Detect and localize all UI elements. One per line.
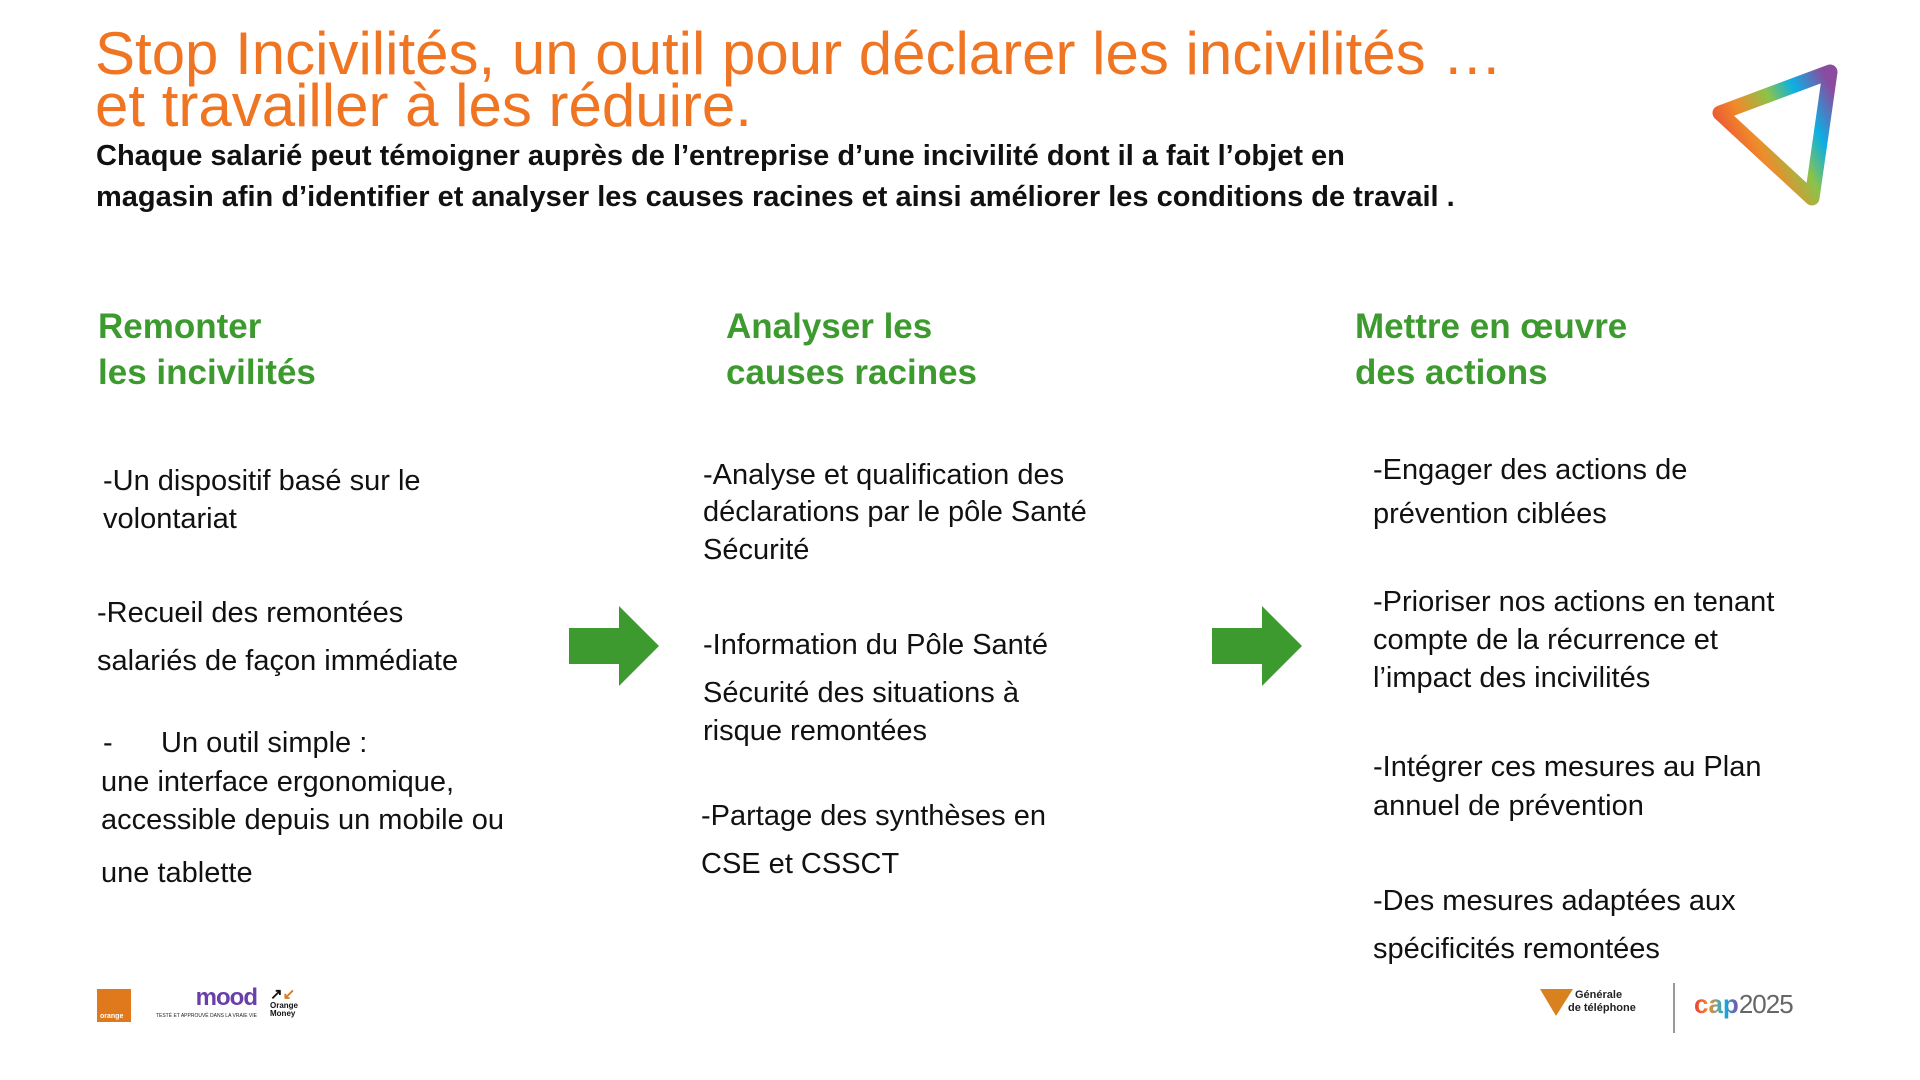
column-3-line: compte de la récurrence et — [1373, 624, 1718, 656]
column-1-line: -Un dispositif basé sur le — [103, 465, 421, 497]
mood-tagline: TESTÉ ET APPROUVÉ DANS LA VRAIE VIE — [155, 1013, 257, 1019]
column-1-line: une interface ergonomique, — [101, 766, 455, 798]
column-2-line: -Analyse et qualification des — [703, 459, 1065, 491]
column-3-line: l’impact des incivilités — [1373, 662, 1651, 694]
page-title-line1: Stop Incivilités, un outil pour déclarer les incivilités … — [95, 20, 1503, 87]
column-3-heading-line2: des actions — [1355, 353, 1548, 392]
column-1-line: volontariat — [103, 503, 237, 535]
column-1-heading-line2: les incivilités — [98, 353, 316, 392]
column-1-line: - Un outil simple : — [103, 727, 368, 759]
page-title-line2: et travailler à les réduire. — [95, 72, 752, 139]
subtitle-line1: Chaque salarié peut témoigner auprès de l’entreprise d’une incivilité dont il a fait l’objet en — [96, 140, 1345, 172]
gdt-logo-text: Générale — [1575, 989, 1623, 1001]
column-2-line: risque remontées — [703, 715, 928, 747]
column-3-line: spécificités remontées — [1373, 933, 1660, 965]
column-3-line: prévention ciblées — [1373, 498, 1607, 530]
column-3-line: -Intégrer ces mesures au Plan — [1373, 751, 1762, 783]
column-3-line: -Des mesures adaptées aux — [1373, 885, 1736, 917]
column-3-line: -Engager des actions de — [1373, 454, 1688, 486]
column-2-line: -Information du Pôle Santé — [703, 629, 1048, 661]
column-2-line: -Partage des synthèses en — [701, 800, 1046, 832]
arrow-right-icon — [1212, 606, 1302, 686]
footer-divider — [1673, 983, 1675, 1033]
column-3-line: -Prioriser nos actions en tenant — [1373, 586, 1775, 618]
column-1-line: une tablette — [101, 857, 253, 889]
column-2-line: Sécurité — [703, 534, 810, 566]
column-1-heading-line1: Remonter — [98, 307, 262, 346]
gdt-logo-text: de téléphone — [1568, 1002, 1636, 1014]
orange-money-logo — [270, 988, 310, 1028]
column-2-line: déclarations par le pôle Santé — [703, 496, 1087, 528]
column-2-line: Sécurité des situations à — [703, 677, 1019, 709]
cap-logo-year: 2025 — [1738, 989, 1793, 1019]
column-2-line: CSE et CSSCT — [701, 848, 900, 880]
column-1-line: accessible depuis un mobile ou — [101, 804, 505, 836]
cap2025-logo — [1694, 990, 1793, 1018]
mood-logo — [142, 986, 257, 1026]
column-3-line: annuel de prévention — [1373, 790, 1644, 822]
subtitle-line2: magasin afin d’identifier et analyser les causes racines et ainsi améliorer les conditions de travail . — [96, 181, 1455, 213]
generale-de-telephone-logo — [1540, 988, 1670, 1018]
column-1-line: -Recueil des remontées — [97, 597, 404, 629]
orange-money-text: Orange — [270, 1001, 299, 1010]
column-3-heading-line1: Mettre en œuvre — [1355, 307, 1628, 346]
column-2-heading-line1: Analyser les — [726, 307, 933, 346]
cap-triangle-logo — [1700, 58, 1850, 213]
orange-logo-text: orange — [100, 1013, 124, 1020]
orange-money-text: Money — [270, 1009, 296, 1018]
orange-money-arrows-icon: ↗↙ — [270, 986, 296, 1003]
column-1-line: salariés de façon immédiate — [97, 645, 459, 677]
orange-logo — [97, 989, 131, 1022]
column-2-heading-line2: causes racines — [726, 353, 978, 392]
mood-logo-text: mood — [195, 984, 257, 1011]
arrow-right-icon — [569, 606, 659, 686]
cap-logo-text: cap — [1694, 989, 1739, 1019]
